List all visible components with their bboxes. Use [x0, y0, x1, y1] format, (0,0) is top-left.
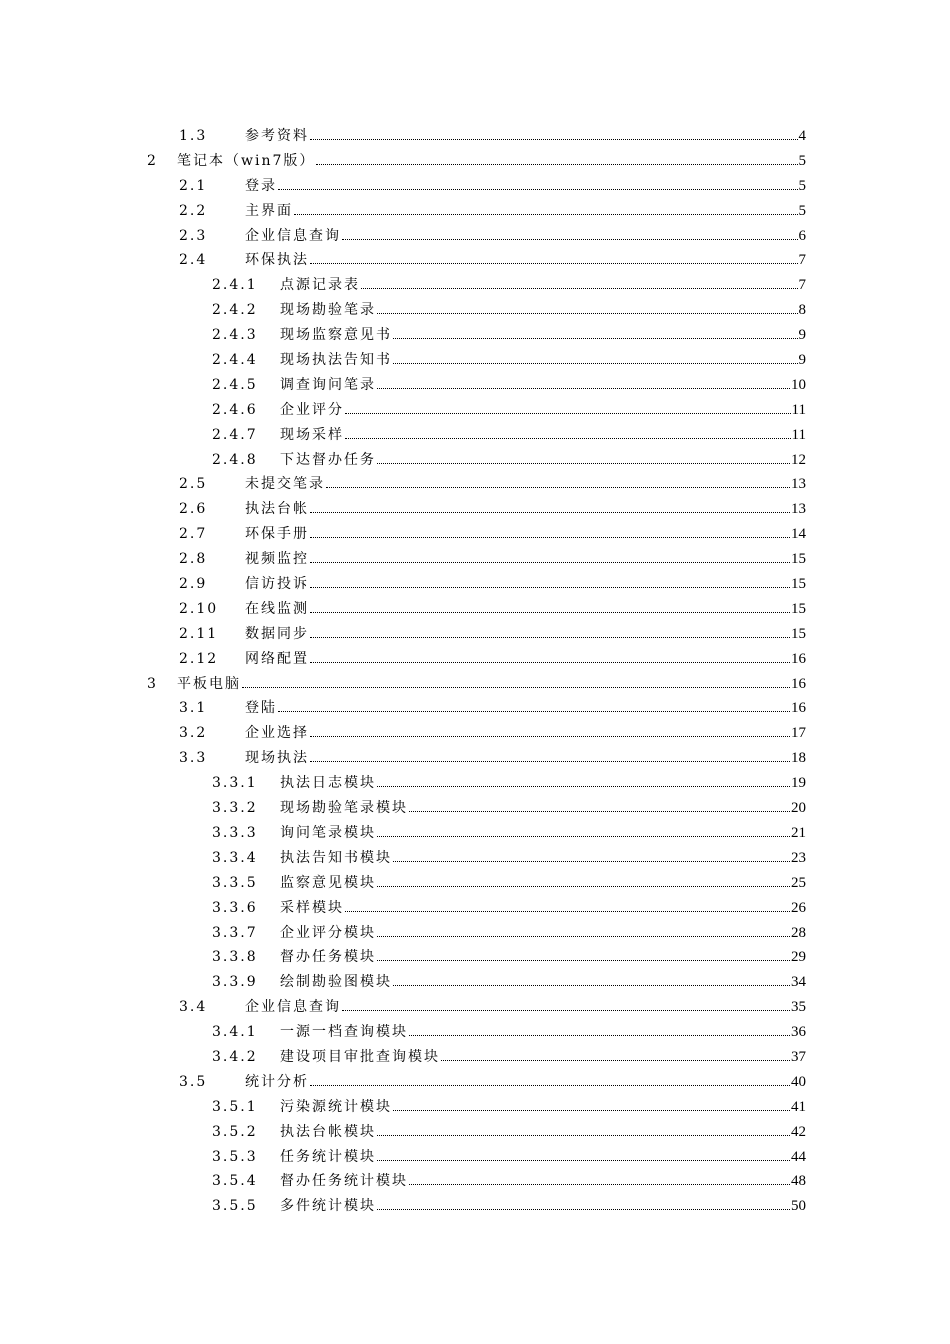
toc-entry-page-number: 16 [791, 650, 806, 667]
toc-entry-page-number: 17 [791, 725, 806, 742]
toc-entry-line [245, 174, 806, 199]
toc-entry-number: 3.5.2 [212, 1123, 258, 1140]
dot-leader [393, 970, 790, 986]
toc-entry-line [245, 522, 806, 547]
toc-entry-title[interactable]: 采样模块 [280, 899, 344, 916]
toc-entry[interactable] [0, 945, 950, 970]
toc-entry-number: 3.3.1 [212, 775, 258, 792]
toc-entry-line [280, 796, 806, 821]
toc-entry[interactable] [0, 995, 950, 1020]
toc-entry-number: 2.3 [179, 227, 208, 244]
toc-entry-title[interactable]: 未提交笔录 [245, 476, 325, 493]
toc-entry[interactable] [0, 224, 950, 249]
toc-entry-number: 3.4.1 [212, 1024, 258, 1041]
toc-entry[interactable] [0, 846, 950, 871]
dot-leader [345, 398, 791, 414]
toc-entry[interactable] [0, 597, 950, 622]
toc-entry-page-number: 15 [791, 625, 806, 642]
toc-entry-line [280, 423, 806, 448]
dot-leader [310, 1070, 790, 1086]
toc-entry-title[interactable]: 任务统计模块 [280, 1148, 376, 1165]
toc-entry-page-number: 42 [791, 1123, 806, 1140]
toc-entry-page-number: 9 [798, 352, 806, 369]
toc-entry-page-number: 28 [791, 924, 806, 941]
toc-entry-number: 3.4 [179, 999, 208, 1016]
toc-entry-line [177, 149, 806, 174]
toc-entry-title[interactable]: 督办任务模块 [280, 949, 376, 966]
toc-entry-title[interactable]: 登录 [245, 177, 277, 194]
toc-entry-title[interactable]: 视频监控 [245, 551, 309, 568]
toc-entry-line [280, 771, 806, 796]
toc-entry[interactable] [0, 970, 950, 995]
toc-entry-line [280, 945, 806, 970]
toc-entry-page-number: 4 [798, 128, 806, 144]
toc-entry-line [245, 224, 806, 249]
toc-entry-page-number: 5 [798, 202, 806, 219]
toc-entry-title[interactable]: 信访投诉 [245, 576, 309, 593]
toc-entry-line [280, 896, 806, 921]
toc-entry-number: 3.3.6 [212, 899, 258, 916]
toc-entry-line [245, 746, 806, 771]
toc-entry[interactable] [0, 871, 950, 896]
toc-entry-number: 2.4.1 [212, 277, 258, 294]
toc-entry-number: 3.5 [179, 1073, 208, 1090]
toc-entry-number: 3.5.5 [212, 1198, 258, 1215]
toc-entry-line [280, 1169, 806, 1194]
toc-entry-title[interactable]: 登陆 [245, 700, 277, 717]
toc-entry-line [245, 721, 806, 746]
toc-entry-title[interactable]: 点源记录表 [280, 277, 360, 294]
toc-entry-number: 2.7 [179, 526, 208, 543]
toc-entry-title[interactable]: 企业评分模块 [280, 924, 376, 941]
toc-entry-title[interactable]: 环保执法 [245, 252, 309, 269]
toc-entry[interactable] [0, 721, 950, 746]
toc-entry[interactable] [0, 1120, 950, 1145]
toc-entry-page-number: 34 [791, 974, 806, 991]
toc-entry[interactable] [0, 497, 950, 522]
toc-entry-page-number: 15 [791, 600, 806, 617]
toc-entry-page-number: 36 [791, 1024, 806, 1041]
toc-entry-number: 2.4.6 [212, 401, 258, 418]
toc-entry-number: 2.10 [179, 600, 219, 617]
dot-leader [310, 597, 790, 613]
toc-entry-line [280, 373, 806, 398]
dot-leader [294, 199, 798, 215]
toc-entry-page-number: 16 [791, 675, 806, 692]
toc-entry-line [280, 871, 806, 896]
toc-entry-title[interactable]: 网络配置 [245, 650, 309, 667]
dot-leader [278, 174, 798, 190]
toc-entry-page-number: 19 [791, 775, 806, 792]
dot-leader [377, 1120, 790, 1136]
dot-leader [361, 273, 798, 289]
dot-leader [310, 721, 790, 737]
toc-entry-title[interactable]: 现场执法 [245, 750, 309, 767]
toc-entry[interactable] [0, 622, 950, 647]
toc-entry-line [245, 199, 806, 224]
dot-leader [310, 746, 790, 762]
toc-entry-line [280, 970, 806, 995]
dot-leader [310, 547, 790, 563]
toc-entry[interactable] [0, 248, 950, 273]
toc-entry-title[interactable]: 一源一档查询模块 [280, 1024, 408, 1041]
dot-leader [377, 298, 798, 314]
toc-entry[interactable] [0, 348, 950, 373]
toc-entry-number: 3.3.9 [212, 974, 258, 991]
toc-entry-number: 2 [147, 152, 156, 169]
toc-entry-page-number: 48 [791, 1173, 806, 1190]
toc-entry[interactable] [0, 398, 950, 423]
dot-leader [345, 423, 791, 439]
dot-leader [377, 373, 790, 389]
toc-entry[interactable] [0, 273, 950, 298]
toc-entry-line [280, 1045, 806, 1070]
dot-leader [377, 771, 790, 787]
toc-entry-number: 2.4.7 [212, 426, 258, 443]
toc-entry-page-number: 12 [791, 451, 806, 468]
toc-entry-title[interactable]: 督办任务统计模块 [280, 1173, 408, 1190]
toc-entry-page-number: 50 [791, 1198, 806, 1215]
toc-entry[interactable] [0, 472, 950, 497]
toc-entry-page-number: 35 [791, 999, 806, 1016]
dot-leader [377, 821, 790, 837]
toc-entry[interactable] [0, 149, 950, 174]
dot-leader [377, 921, 790, 937]
toc-entry-number: 3.5.4 [212, 1173, 258, 1190]
toc-entry-line [245, 647, 806, 672]
toc-entry-number: 3.3 [179, 750, 208, 767]
toc-entry-line [245, 1070, 806, 1095]
toc-entry-title[interactable]: 企业选择 [245, 725, 309, 742]
table-of-contents [0, 124, 950, 1219]
toc-entry-title[interactable]: 现场监察意见书 [280, 327, 392, 344]
toc-entry-title[interactable]: 现场执法告知书 [280, 352, 392, 369]
toc-entry-number: 2.5 [179, 476, 208, 493]
toc-entry-page-number: 23 [791, 849, 806, 866]
toc-entry-page-number: 7 [798, 252, 806, 269]
toc-entry[interactable] [0, 1045, 950, 1070]
toc-entry-line [280, 846, 806, 871]
toc-entry-number: 3.1 [179, 700, 208, 717]
toc-entry-number: 2.9 [179, 576, 208, 593]
dot-leader [377, 871, 790, 887]
toc-entry[interactable] [0, 746, 950, 771]
toc-entry-line [280, 1020, 806, 1045]
toc-entry-page-number: 11 [791, 426, 806, 443]
toc-entry-title[interactable]: 执法告知书模块 [280, 849, 392, 866]
toc-entry[interactable] [0, 821, 950, 846]
toc-entry[interactable] [0, 796, 950, 821]
toc-entry-line [280, 1120, 806, 1145]
toc-entry-line [280, 1145, 806, 1170]
toc-entry-page-number: 20 [791, 800, 806, 817]
toc-entry-title[interactable]: 环保手册 [245, 526, 309, 543]
toc-entry-number: 3 [147, 675, 156, 692]
toc-entry-number: 3.3.7 [212, 924, 258, 941]
toc-entry[interactable] [0, 423, 950, 448]
toc-entry-line [177, 672, 806, 697]
toc-entry-title[interactable]: 企业信息查询 [245, 999, 341, 1016]
dot-leader [326, 472, 790, 488]
toc-entry-page-number: 18 [791, 750, 806, 767]
toc-entry[interactable] [0, 696, 950, 721]
toc-entry-page-number: 5 [798, 177, 806, 194]
toc-entry[interactable] [0, 1070, 950, 1095]
toc-entry[interactable] [0, 448, 950, 473]
toc-entry-title[interactable]: 现场采样 [280, 426, 344, 443]
toc-entry-line [245, 497, 806, 522]
toc-entry-page-number: 21 [791, 824, 806, 841]
dot-leader [310, 124, 798, 140]
dot-leader [310, 248, 798, 264]
toc-entry-line [245, 696, 806, 721]
toc-entry[interactable] [0, 124, 950, 149]
dot-leader [441, 1045, 790, 1061]
toc-entry-page-number: 29 [791, 949, 806, 966]
toc-entry-line [245, 622, 806, 647]
toc-entry-title[interactable]: 在线监测 [245, 600, 309, 617]
toc-entry-page-number: 11 [791, 401, 806, 418]
toc-entry-page-number: 5 [798, 152, 806, 169]
toc-entry-line [280, 298, 806, 323]
toc-entry-number: 2.1 [179, 177, 208, 194]
toc-entry-line [280, 1095, 806, 1120]
toc-entry-line [280, 448, 806, 473]
toc-entry-number: 3.3.5 [212, 874, 258, 891]
toc-entry-title[interactable]: 企业评分 [280, 401, 344, 418]
dot-leader [342, 995, 790, 1011]
toc-entry[interactable] [0, 547, 950, 572]
toc-entry-title[interactable]: 询问笔录模块 [280, 824, 376, 841]
toc-entry[interactable] [0, 1169, 950, 1194]
toc-entry-page-number: 14 [791, 526, 806, 543]
toc-entry-number: 2.12 [179, 650, 219, 667]
toc-entry[interactable] [0, 672, 950, 697]
toc-entry-title[interactable]: 企业信息查询 [245, 227, 341, 244]
toc-entry-line [280, 323, 806, 348]
toc-entry-number: 3.2 [179, 725, 208, 742]
toc-entry-line [245, 248, 806, 273]
toc-entry-title[interactable]: 多件统计模块 [280, 1198, 376, 1215]
toc-entry-title[interactable]: 统计分析 [245, 1073, 309, 1090]
toc-entry-page-number: 13 [791, 476, 806, 493]
toc-entry-number: 3.5.1 [212, 1098, 258, 1115]
dot-leader [409, 1020, 790, 1036]
dot-leader [409, 796, 790, 812]
toc-entry[interactable] [0, 1020, 950, 1045]
toc-entry[interactable] [0, 199, 950, 224]
toc-entry-line [280, 273, 806, 298]
dot-leader [377, 1145, 790, 1161]
toc-entry-page-number: 40 [791, 1073, 806, 1090]
toc-entry-page-number: 13 [791, 501, 806, 518]
toc-entry-title[interactable]: 执法台帐 [245, 501, 309, 518]
toc-entry-title[interactable]: 数据同步 [245, 625, 309, 642]
dot-leader [409, 1169, 790, 1185]
toc-entry-number: 3.3.3 [212, 824, 258, 841]
toc-entry-page-number: 7 [798, 277, 806, 294]
dot-leader [393, 1095, 790, 1111]
toc-entry[interactable] [0, 1095, 950, 1120]
toc-entry-title[interactable]: 污染源统计模块 [280, 1098, 392, 1115]
toc-entry[interactable] [0, 647, 950, 672]
toc-entry-title[interactable]: 笔记本（win7版） [177, 152, 316, 169]
toc-entry-line [280, 921, 806, 946]
toc-entry[interactable] [0, 1145, 950, 1170]
dot-leader [342, 224, 798, 240]
toc-entry-title[interactable]: 现场勘验笔录 [280, 302, 376, 319]
toc-entry-page-number: 16 [791, 700, 806, 717]
dot-leader [242, 672, 790, 688]
toc-entry-number: 2.4.5 [212, 376, 258, 393]
toc-entry-page-number: 15 [791, 576, 806, 593]
dot-leader [278, 696, 790, 712]
toc-entry[interactable] [0, 896, 950, 921]
toc-entry[interactable] [0, 298, 950, 323]
toc-entry-number: 3.3.2 [212, 800, 258, 817]
toc-entry-page-number: 26 [791, 899, 806, 916]
toc-entry-number: 2.2 [179, 202, 208, 219]
toc-entry-page-number: 6 [798, 227, 806, 244]
dot-leader [377, 945, 790, 961]
toc-entry-title[interactable]: 建设项目审批查询模块 [280, 1048, 440, 1065]
toc-entry[interactable] [0, 572, 950, 597]
toc-entry-number: 3.3.8 [212, 949, 258, 966]
toc-entry-page-number: 10 [791, 376, 806, 393]
toc-entry-line [280, 821, 806, 846]
toc-entry-page-number: 9 [798, 327, 806, 344]
dot-leader [377, 448, 790, 464]
toc-entry-line [280, 398, 806, 423]
toc-entry-page-number: 15 [791, 551, 806, 568]
dot-leader [316, 149, 797, 165]
dot-leader [310, 647, 790, 663]
toc-entry-line [245, 995, 806, 1020]
toc-entry[interactable] [0, 373, 950, 398]
dot-leader [310, 622, 790, 638]
dot-leader [393, 323, 798, 339]
toc-entry-line [245, 472, 806, 497]
toc-entry-number: 2.4.8 [212, 451, 258, 468]
toc-entry-title[interactable]: 绘制勘验图模块 [280, 974, 392, 991]
toc-entry-title[interactable]: 参考资料 [245, 128, 309, 144]
toc-entry[interactable] [0, 771, 950, 796]
toc-entry[interactable] [0, 522, 950, 547]
toc-entry[interactable] [0, 921, 950, 946]
toc-entry-line [280, 1194, 806, 1219]
toc-entry-line [245, 547, 806, 572]
dot-leader [393, 348, 798, 364]
toc-entry-number: 3.5.3 [212, 1148, 258, 1165]
dot-leader [377, 1194, 790, 1210]
toc-entry[interactable] [0, 323, 950, 348]
toc-entry-number: 2.4.3 [212, 327, 258, 344]
toc-entry-title[interactable]: 下达督办任务 [280, 451, 376, 468]
toc-entry-number: 1.3 [179, 128, 208, 144]
toc-entry-title[interactable]: 执法台帐模块 [280, 1123, 376, 1140]
toc-entry-page-number: 41 [791, 1098, 806, 1115]
toc-entry-title[interactable]: 执法日志模块 [280, 775, 376, 792]
toc-entry-number: 2.11 [179, 625, 219, 642]
toc-entry-page-number: 44 [791, 1148, 806, 1165]
toc-entry-number: 2.6 [179, 501, 208, 518]
toc-entry-page-number: 37 [791, 1048, 806, 1065]
toc-entry-number: 2.8 [179, 551, 208, 568]
toc-entry-number: 3.3.4 [212, 849, 258, 866]
toc-entry-page-number: 25 [791, 874, 806, 891]
toc-entry-page-number: 8 [798, 302, 806, 319]
toc-entry-line [245, 572, 806, 597]
dot-leader [393, 846, 790, 862]
toc-entry-title[interactable]: 平板电脑 [177, 675, 241, 692]
toc-entry-number: 3.4.2 [212, 1048, 258, 1065]
toc-entry-title[interactable]: 调查询问笔录 [280, 376, 376, 393]
toc-entry-line [280, 348, 806, 373]
toc-entry-title[interactable]: 现场勘验笔录模块 [280, 800, 408, 817]
toc-entry[interactable] [0, 1194, 950, 1219]
toc-entry-line [245, 124, 806, 149]
dot-leader [345, 896, 790, 912]
toc-entry-number: 2.4 [179, 252, 208, 269]
toc-entry-number: 2.4.2 [212, 302, 258, 319]
toc-entry-title[interactable]: 监察意见模块 [280, 874, 376, 891]
toc-entry[interactable] [0, 174, 950, 199]
toc-entry-line [245, 597, 806, 622]
dot-leader [310, 497, 790, 513]
toc-entry-title[interactable]: 主界面 [245, 202, 293, 219]
dot-leader [310, 572, 790, 588]
dot-leader [310, 522, 790, 538]
toc-entry-number: 2.4.4 [212, 352, 258, 369]
